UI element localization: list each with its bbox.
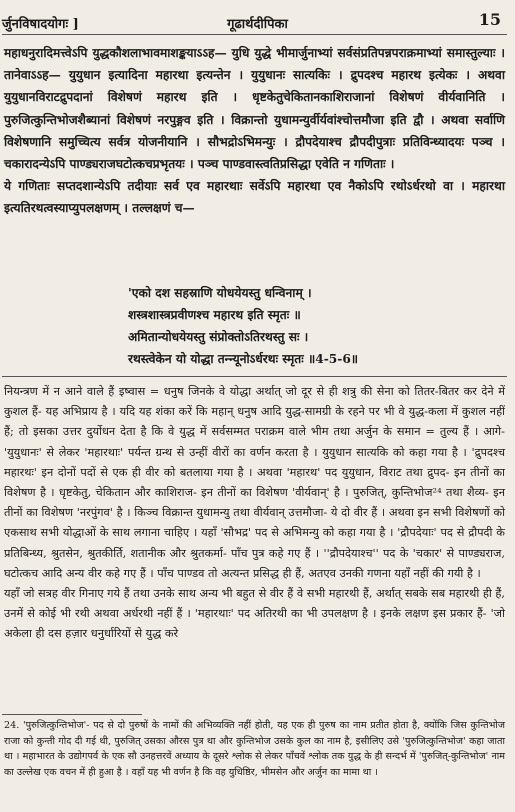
- hindi-paragraph: यहाँ जो सत्रह वीर गिनाए गये हैं तथा उनके साथ अन्य भी बहुत से वीर हैं वे सभी महारथी हैं, अर्थात् सबके सब महारथी ही हैं, उनमें से कोई भी रथी अथवा अर्धरथी नहीं हैं । 'महारथाः' पद अतिरथी का भी उपलक्षण है । इनके लक्षण इस प्रकार हैं- 'जो अकेला ही दस हज़ार धनुर्धारियों से युद्ध करे: [4, 587, 505, 641]
- verse-line: शस्त्रशास्त्रप्रवीणश्च महारथ इति स्मृतः ॥: [128, 308, 301, 322]
- footnote: 24. 'पुरुजित्कुन्तिभोज'- पद से दो पुरुषों के नामों की अभिव्यक्ति नहीं होती, यह एक ही पुरुष का नाम प्रतीत होता है, क्योंकि जिस कुन्तिभोज राजा को कुन्ती गोद दी गई थी, पुरुजित् उसका औरस पुत्र था और कुन्तिभोज उसके कुल का नाम है, इसीलिए उसे 'पुरुजित्कुन्तिभोज' कहा जाता था । महाभारत के उद्योगपर्व के एक सौ उनहत्तरवें अध्याय के दूसरे श्लोक से लेकर पाँचवें श्लोक तक युद्ध के ही सन्दर्भ में 'पुरुजित्-कुन्तिभोज' नाम का उल्लेख एक वचन में ही हुआ है । वहाँ यह भी वर्णन है कि वह युधिष्ठिर, भीमसेन और अर्जुन का मामा था ।: [4, 720, 505, 778]
- page-header: [0, 8, 515, 34]
- sanskrit-paragraph: महाधनुरादिमत्त्वेऽपि युद्धकौशलाभावमाशङ्कयाऽऽह— युधि युद्धे भीमार्जुनाभ्यां सर्वसंप्रतिपन्नपराक्रमाभ्यां समास्तुल्याः । तानेवाऽऽह— युयुधान इत्यादिना महारथा इत्यन्तेन । युयुधानः सात्यकिः । द्रुपदश्च महारथ इत्येकः । अथवा युयुधानविराटद्रुपदानां विशेषणं महारथ इति । धृष्टकेतुचेकितानकाशिराजानां विशेषणं वीर्यवानिति । पुरुजित्कुन्तिभोजशैब्यानां विशेषणं नरपुङ्गव इति । विक्रान्तो युधामन्युर्वीर्यवांश्चोत्तमौजा इति द्वौ । अथवा सर्वाणि विशेषणानि समुच्चित्य सर्वत्र योजनीयानि । सौभद्रोऽभिमन्युः । द्रौपदेयाश्च द्रौपदीपुत्राः प्रतिविन्ध्यादयः पञ्च । चकारादन्येऽपि पाण्ड्यराजघटोत्कचप्रभृतयः । पञ्च पाण्डवास्त्वतिप्रसिद्धा एवेति न गणिताः ।: [4, 46, 505, 172]
- quoted-verses: [128, 282, 508, 370]
- chapter-title: र्जुनविषादयोगः ]: [2, 17, 79, 32]
- verse-line: 'एको दश सहस्राणि योधयेयस्तु धन्विनाम् ।: [128, 286, 312, 300]
- sanskrit-paragraph: ये गणिताः सप्तदशान्येऽपि तदीयाः सर्व एव महारथाः सर्वेऽपि महारथा एव नैकोऽपि रथोऽर्धरथो वा । महारथा इत्यतिरथत्वस्याप्युपलक्षणम् । तल्लक्षणं च—: [4, 179, 505, 216]
- page-number: 15: [478, 10, 501, 29]
- verse-line: अमितान्योधयेयस्तु संप्रोक्तोऽतिरथस्तु सः ।: [128, 330, 309, 344]
- sanskrit-commentary: [4, 42, 505, 220]
- verse-line: रथस्त्वेकेन यो योद्धा तन्न्यूनोऽर्धरथः स्मृतः ॥4-5-6॥: [128, 352, 359, 366]
- footnote-divider: [2, 714, 142, 715]
- header-divider: [2, 34, 507, 35]
- hindi-translation: [4, 382, 505, 645]
- hindi-paragraph: नियन्त्रण में न आने वाले हैं इष्वास = धनुष जिनके वे योद्धा अर्थात् जो दूर से ही शत्रु की सेना को तितर-बितर कर देने में कुशल हैं- यह अभिप्राय है । यदि यह शंका करें कि महान् धनुष आदि युद्ध-सामग्री के रहने पर भी वे युद्ध-कला में कुशल नहीं हैं; तो इसका उत्तर दुर्योधन देता है कि वे युद्ध में सर्वसम्मत पराक्रम वाले भीम तथा अर्जुन के समान = तुल्य हैं । आगे- 'युयुधानः' से लेकर 'महारथाः' पर्यन्त ग्रन्थ से उन्हीं वीरों का वर्णन करता है । युयुधान सात्यकि को कहा गया है । 'द्रुपदश्च महारथः' इन दोनों पदों से एक ही वीर को बतलाया गया है । अथवा 'महारथ' पद युयुधान, विराट तथा द्रुपद- इन तीनों का विशेषण है । धृष्टकेतु, चेकितान और काशिराज- इन तीनों का विशेषण 'वीर्यवान्' है । पुरुजित्, कुन्तिभोज²⁴ तथा शैव्य- इन तीनों का विशेषण 'नरपुंगव' है । किञ्च विक्रान्त युधामन्यु तथा वीर्यवान् उत्तमौजा- ये दो वीर हैं । अथवा इन सभी विशेषणों को एकसाथ सभी योद्धाओं के साथ लगाना चाहिए । यहाँ 'सौभद्र' पद से अभिमन्यु को कहा गया है । 'द्रौपदेयाः' पद से द्रौपदी के प्रतिबिन्ध्य, श्रुतसेन, श्रुतकीर्ति, शतानीक और श्रुतकर्मा- पाँच पुत्र कहे गए हैं । ''द्रौपदेयाश्च'' पद के 'चकार' से पाण्ड्यराज, घटोत्कच आदि अन्य वीर कहे गए हैं । पाँच पाण्डव तो अत्यन्त प्रसिद्ध ही हैं, अतएव उनकी गणना यहाँ नहीं की गयी है ।: [4, 385, 505, 580]
- book-title: गूढार्थदीपिका: [227, 17, 288, 32]
- section-divider: [2, 376, 507, 377]
